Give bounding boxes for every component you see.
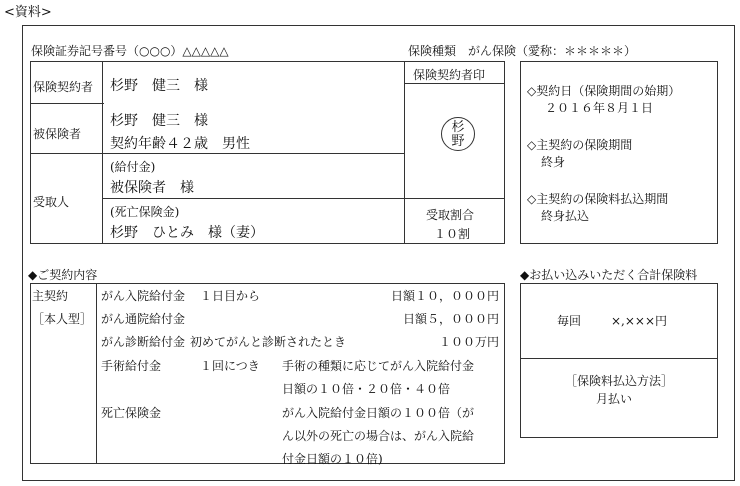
- contract-heading: ◆ご契約内容: [28, 268, 98, 282]
- premium-frequency: 毎回: [557, 314, 582, 328]
- benefit-condition: １日目から: [200, 289, 261, 303]
- benefit-value-line: ん以外の死亡の場合は、がん入院給: [282, 429, 475, 443]
- share-value: １０割: [434, 227, 471, 241]
- contract-date-value: ２０１６年８月１日: [545, 101, 654, 115]
- main-contract-type: ［本人型］: [32, 312, 93, 326]
- payment-period-value: 終身払込: [541, 209, 590, 223]
- insured-age: 契約年齢４２歳 男性: [110, 136, 250, 152]
- benefit-value: 日額１０，０００円: [390, 289, 499, 303]
- benefit-condition: １回につき: [200, 359, 260, 373]
- benefit-name: がん診断給付金: [101, 335, 186, 349]
- period-value: 終身: [541, 155, 566, 169]
- benefit-value: 日額５，０００円: [402, 312, 499, 326]
- benefit-name: がん入院給付金: [101, 289, 186, 303]
- benefit-value: 被保険者 様: [110, 180, 194, 196]
- insured-name: 杉野 健三 様: [110, 113, 208, 129]
- payment-method-label: ［保険料払込方法］: [565, 374, 674, 388]
- recipient-label: 受取人: [33, 195, 70, 209]
- benefit-name: 手術給付金: [101, 359, 162, 373]
- benefit-name: 死亡保険金: [101, 406, 162, 420]
- premium-box: [520, 283, 718, 438]
- contract-date-label: ◇契約日（保険期間の始期）: [527, 84, 681, 98]
- payment-method-value: 月払い: [596, 392, 633, 406]
- period-label: ◇主契約の保険期間: [527, 138, 633, 152]
- seal-header: 保険契約者印: [413, 68, 486, 82]
- benefit-value-line: 日額の１０倍・２０倍・４０倍: [282, 382, 451, 396]
- premium-heading: ◆お払い込みいただく合計保険料: [520, 268, 698, 282]
- death-value: 杉野 ひとみ 様（妻）: [110, 225, 264, 241]
- seal-stamp: [441, 117, 475, 151]
- seal-char-2: 野: [451, 134, 465, 149]
- holder-label: 保険契約者: [33, 80, 94, 94]
- main-contract-label: 主契約: [32, 289, 69, 303]
- benefit-value-line: 手術の種類に応じてがん入院給付金: [282, 359, 475, 373]
- premium-amount: ×,×××円: [611, 314, 668, 328]
- payment-period-label: ◇主契約の保険料払込期間: [527, 192, 669, 206]
- seal-char-1: 杉: [451, 120, 465, 135]
- death-note: (死亡保険金): [110, 205, 180, 219]
- benefit-name: がん通院給付金: [101, 312, 186, 326]
- insurance-type: 保険種類 がん保険（愛称：＊＊＊＊＊）: [408, 44, 637, 58]
- page-title: <資料>: [4, 5, 52, 20]
- share-label: 受取割合: [426, 208, 475, 222]
- benefit-condition: 初めてがんと診断されたとき: [190, 335, 347, 349]
- benefit-value: １００万円: [438, 335, 499, 349]
- benefit-value-line: がん入院給付金日額の１００倍（が: [282, 406, 475, 420]
- benefit-value-line: 付金日額の１０倍): [282, 452, 383, 466]
- holder-value: 杉野 健三 様: [110, 78, 208, 94]
- policy-number: 保険証券記号番号（○○○）△△△△△: [31, 44, 229, 58]
- insured-label: 被保険者: [33, 127, 82, 141]
- benefit-note: (給付金): [110, 160, 156, 174]
